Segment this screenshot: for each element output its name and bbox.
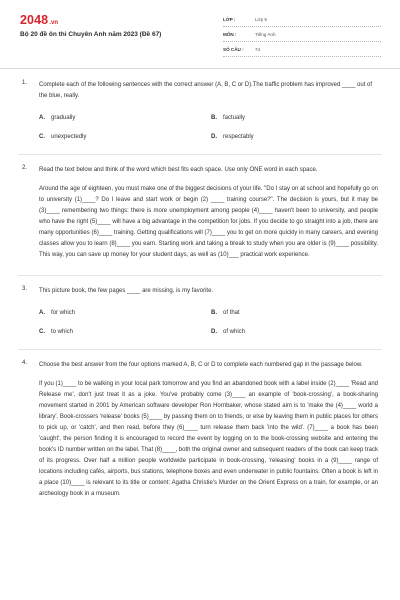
question-number: 2. [22, 165, 28, 171]
meta-row-class [223, 12, 381, 27]
option-c[interactable] [39, 329, 211, 335]
logo-text: 2048 [20, 13, 49, 27]
meta-box [223, 12, 381, 57]
option-letter: B. [211, 310, 217, 316]
meta-row-count [223, 42, 381, 57]
reading-passage: Around the age of eighteen, you must make one of the biggest decisions of your life. "Do I stay on at school and hopefully go on to university (1)____? Do I leave and start work or begin (2) ____ training course?". The decision is yours, but it may be (3)____ remembering two things: there is more unemployment among people (4)____ haven't been to university, and people who have the right (5)____ will have a big advantage in the competition for jobs. If you decide to go straight into a job, there are many opportunities (6)____ training. Getting qualifications will (7)____ you to get on more quickly in many careers, and evening classes allow you to learn (8)____ you earn. Starting work and taking a break to study when you are older is (9)____ possibility. This way, you can save up money for your student days, as well as (10)___ practical work experience. [39, 186, 379, 258]
option-d[interactable] [211, 329, 383, 335]
question-text: This picture book, the few pages ____ are missing, is my favorite. [39, 288, 214, 294]
answer-options [39, 115, 378, 140]
option-text: gradually [51, 115, 76, 121]
question-number: 4. [22, 360, 28, 366]
option-b[interactable] [211, 115, 383, 121]
answer-options [39, 310, 378, 335]
meta-row-subject [223, 27, 381, 42]
option-letter: B. [211, 115, 217, 121]
question-number: 1. [22, 80, 28, 86]
question-text: Choose the best answer from the four options marked A, B, C or D to complete each numbered gap in the passage below. [39, 362, 363, 368]
option-text: of that [223, 310, 240, 316]
header-divider [0, 68, 400, 69]
option-letter: A. [39, 310, 45, 316]
meta-label: LỚP : [223, 16, 236, 22]
question-divider [18, 349, 382, 350]
document-title: Bộ 20 đề ôn thi Chuyên Anh năm 2023 (Đề 67) [20, 31, 162, 38]
meta-value: 74 [255, 46, 261, 52]
meta-value: Lớp 9 [255, 16, 267, 22]
option-text: unexpectedly [51, 134, 87, 140]
option-a[interactable] [39, 310, 211, 316]
question-1 [0, 80, 400, 140]
option-text: of which [223, 329, 246, 335]
option-text: factually [223, 115, 246, 121]
option-a[interactable] [39, 115, 211, 121]
reading-passage: If you (1)____ to be walking in your local park tomorrow and you find an abandoned book with a label inside (2)____ 'Read and Release me', don't just treat it as a joke. You've probably come (3)____ an example of 'book-crossing', a book-sharing movement started in 2001 by American software developer Ron Hornbaker, whose stated aim is to 'make the (4)____ world a library'. Book-crossers 'release' books (5)____ by passing them on to friends, or else by leaving them in public places for others to pick up, or 'catch', and then read, before they (6)____ turn release them back 'into the wild'. (7)____ a book has been 'caught', the person finding it is encouraged to record the event by logging on to the book-crossing website and entering the book's ID number written on the label. That (8)____, both the original owner and subsequent readers of the book can keep track of its progress. Over half a million people worldwide participate in book-crossing, 'releasing' books in a (9)____ range of locations including cafés, airports, bus stations, telephone boxes and even underwater in public fountains. Often a book is left in a place (10)____ is relevant to its title or content: Agatha Christie's Murder on the Orient Express on a train, for example, or an archeology book in a museum. [39, 381, 378, 497]
question-3 [0, 286, 400, 335]
question-2 [0, 165, 400, 261]
option-text: to which [51, 329, 74, 335]
option-c[interactable] [39, 134, 211, 140]
option-letter: D. [211, 134, 217, 140]
option-letter: C. [39, 329, 45, 335]
meta-label: SỐ CÂU : [223, 46, 244, 52]
option-text: for which [51, 310, 76, 316]
option-b[interactable] [211, 310, 383, 316]
question-number: 3. [22, 286, 28, 292]
question-text: Read the text below and think of the word which best fits each space. Use only ONE word in each space. [39, 167, 318, 173]
logo-suffix: .vn [49, 20, 59, 26]
question-list [0, 80, 400, 514]
option-letter: C. [39, 134, 45, 140]
page-header [0, 0, 400, 62]
site-logo[interactable] [20, 13, 58, 27]
question-text: Complete each of the following sentences with the correct answer (A, B, C or D).The traffic problem has improved ____ out of the blue, really. [39, 82, 373, 99]
question-divider [18, 154, 382, 155]
option-text: respectably [223, 134, 254, 140]
meta-label: MÔN : [223, 31, 237, 37]
question-divider [18, 275, 382, 276]
meta-value: Tiếng Anh [255, 31, 276, 37]
question-4 [0, 360, 400, 500]
option-d[interactable] [211, 134, 383, 140]
option-letter: D. [211, 329, 217, 335]
option-letter: A. [39, 115, 45, 121]
